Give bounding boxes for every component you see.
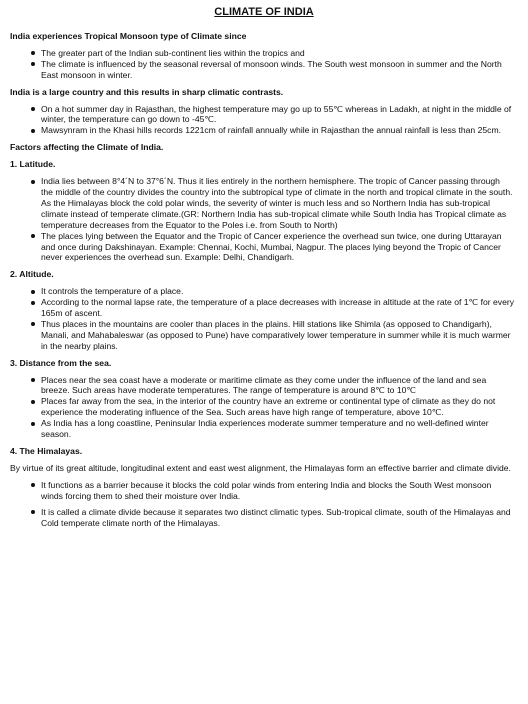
bullet-item: As India has a long coastline, Peninsular India experiences moderate summer temperature and no well-defined winter season. [10,418,514,440]
bullet-item: It controls the temperature of a place. [10,286,514,297]
section-paragraph: By virtue of its great altitude, longitudinal extent and east west alignment, the Himalayas form an effective barrier and climate divide. [10,462,511,473]
bullet-item: On a hot summer day in Rajasthan, the highest temperature may go up to 55℃ whereas in Ladakh, at night in the middle of winter, the temperature can go down to -45℃. [10,104,514,126]
bullet-list [10,104,514,137]
bullet-list [10,48,514,81]
bullet-list [10,176,514,263]
section-heading: 2. Altitude. [10,269,54,280]
bullet-item: India lies between 8°4´N to 37°6´N. Thus it lies entirely in the northern hemisphere. The tropic of Cancer passing through the middle of the country divides the country into the subtropical type of climate in the north and tropical climate in the south. As the Himalayas block the cold polar winds, the severity of winter is much less and so Northern India has sub-tropical climate instead of temperate climate.(GR: Northern India has sub-tropical climate while South India has Tropical climate as temperature decreases from the Equator to the Poles i.e. from South to North) [10,176,514,231]
section-heading: 1. Latitude. [10,159,56,170]
bullet-item: It is called a climate divide because it separates two distinct climatic types. Sub-tropical climate, south of the Himalayas and Cold temperate climate north of the Himalayas. [10,507,514,529]
bullet-item: Places near the sea coast have a moderate or maritime climate as they come under the influence of the land and sea breeze. Such areas have moderate temperatures. The range of temperature is around 8℃ to 10℃ [10,375,514,397]
bullet-item: It functions as a barrier because it blocks the cold polar winds from entering India and blocks the South West monsoon winds forcing them to shed their moisture over India. [10,480,514,502]
bullet-list [10,375,514,440]
section-heading: India is a large country and this results in sharp climatic contrasts. [10,86,284,97]
bullet-item: The greater part of the Indian sub-continent lies within the tropics and [10,48,514,59]
section-heading: India experiences Tropical Monsoon type of Climate since [10,31,247,41]
bullet-item: The climate is influenced by the seasonal reversal of monsoon winds. The South west monsoon in summer and the North East monsoon in winter. [10,59,514,81]
bullet-item: Mawsynram in the Khasi hills records 1221cm of rainfall annually while in Rajasthan the annual rainfall is less than 25cm. [10,125,514,136]
section-heading: Factors affecting the Climate of India. [10,142,164,153]
bullet-item: The places lying between the Equator and the Tropic of Cancer experience the overhead sun twice, one during Uttarayan and once during Dakshinayan. Example: Chennai, Kochi, Mumbai, Nagpur. The places lying beyond the Tropic of Cancer never experiences the overhead sun. Example: Delhi, Chandigarh. [10,231,514,264]
bullet-list [10,286,514,351]
bullet-item: Thus places in the mountains are cooler than places in the plains. Hill stations like Shimla (as opposed to Chandigarh), Manali, and Mahabaleswar (as opposed to Pune) have comparatively lower temperature in summer while it is much warmer in the nearby plains. [10,319,514,352]
section-heading: 3. Distance from the sea. [10,357,112,368]
page-title: CLIMATE OF INDIA [214,6,314,18]
bullet-item: According to the normal lapse rate, the temperature of a place decreases with increase in altitude at the rate of 1℃ for every 165m of ascent. [10,297,514,319]
section-heading: 4. The Himalayas. [10,446,83,456]
bullet-list [10,480,514,529]
bullet-item: Places far away from the sea, in the interior of the country have an extreme or continental type of climate as they do not experience the moderating influence of the Sea. Such areas have high range of temperature, above 10℃. [10,396,514,418]
